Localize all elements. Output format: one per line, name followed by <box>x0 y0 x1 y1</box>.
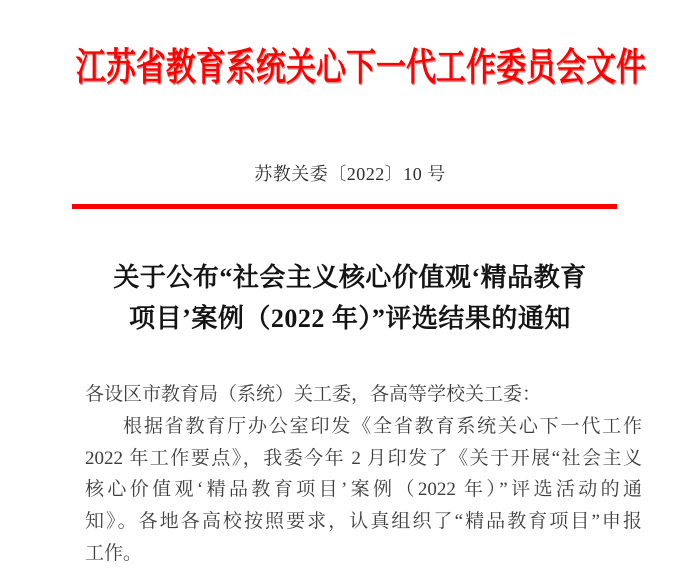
notice-title-line1: 关于公布“社会主义核心价值观‘精品教育 <box>113 263 587 292</box>
letterhead <box>0 36 700 91</box>
doc-number: 苏教关委〔2022〕10 号 <box>254 164 446 184</box>
body-line: 知》。各地各高校按照要求，认真组织了“精品教育项目”申报 <box>85 511 642 533</box>
body-line: 工作。 <box>85 542 143 564</box>
body-line: 2022 年工作要点》，我委今年 2 月印发了《关于开展“社会主义 <box>85 447 642 469</box>
body-line: 核心价值观‘精品教育项目’案例（2022 年）”评选活动的通 <box>85 479 642 501</box>
notice-title <box>0 257 700 339</box>
letterhead-org-title: 江苏省教育系统关心下一代工作委员会文件 <box>75 47 647 89</box>
notice-title-line2: 项目’案例（2022 年）”评选结果的通知 <box>129 304 571 333</box>
body-line: 根据省教育厅办公室印发《全省教育系统关心下一代工作 <box>123 415 642 437</box>
salutation-line: 各设区市教育局（系统）关工委，各高等学校关工委： <box>85 384 542 405</box>
notice-body <box>85 379 642 570</box>
red-divider-line <box>72 204 617 209</box>
